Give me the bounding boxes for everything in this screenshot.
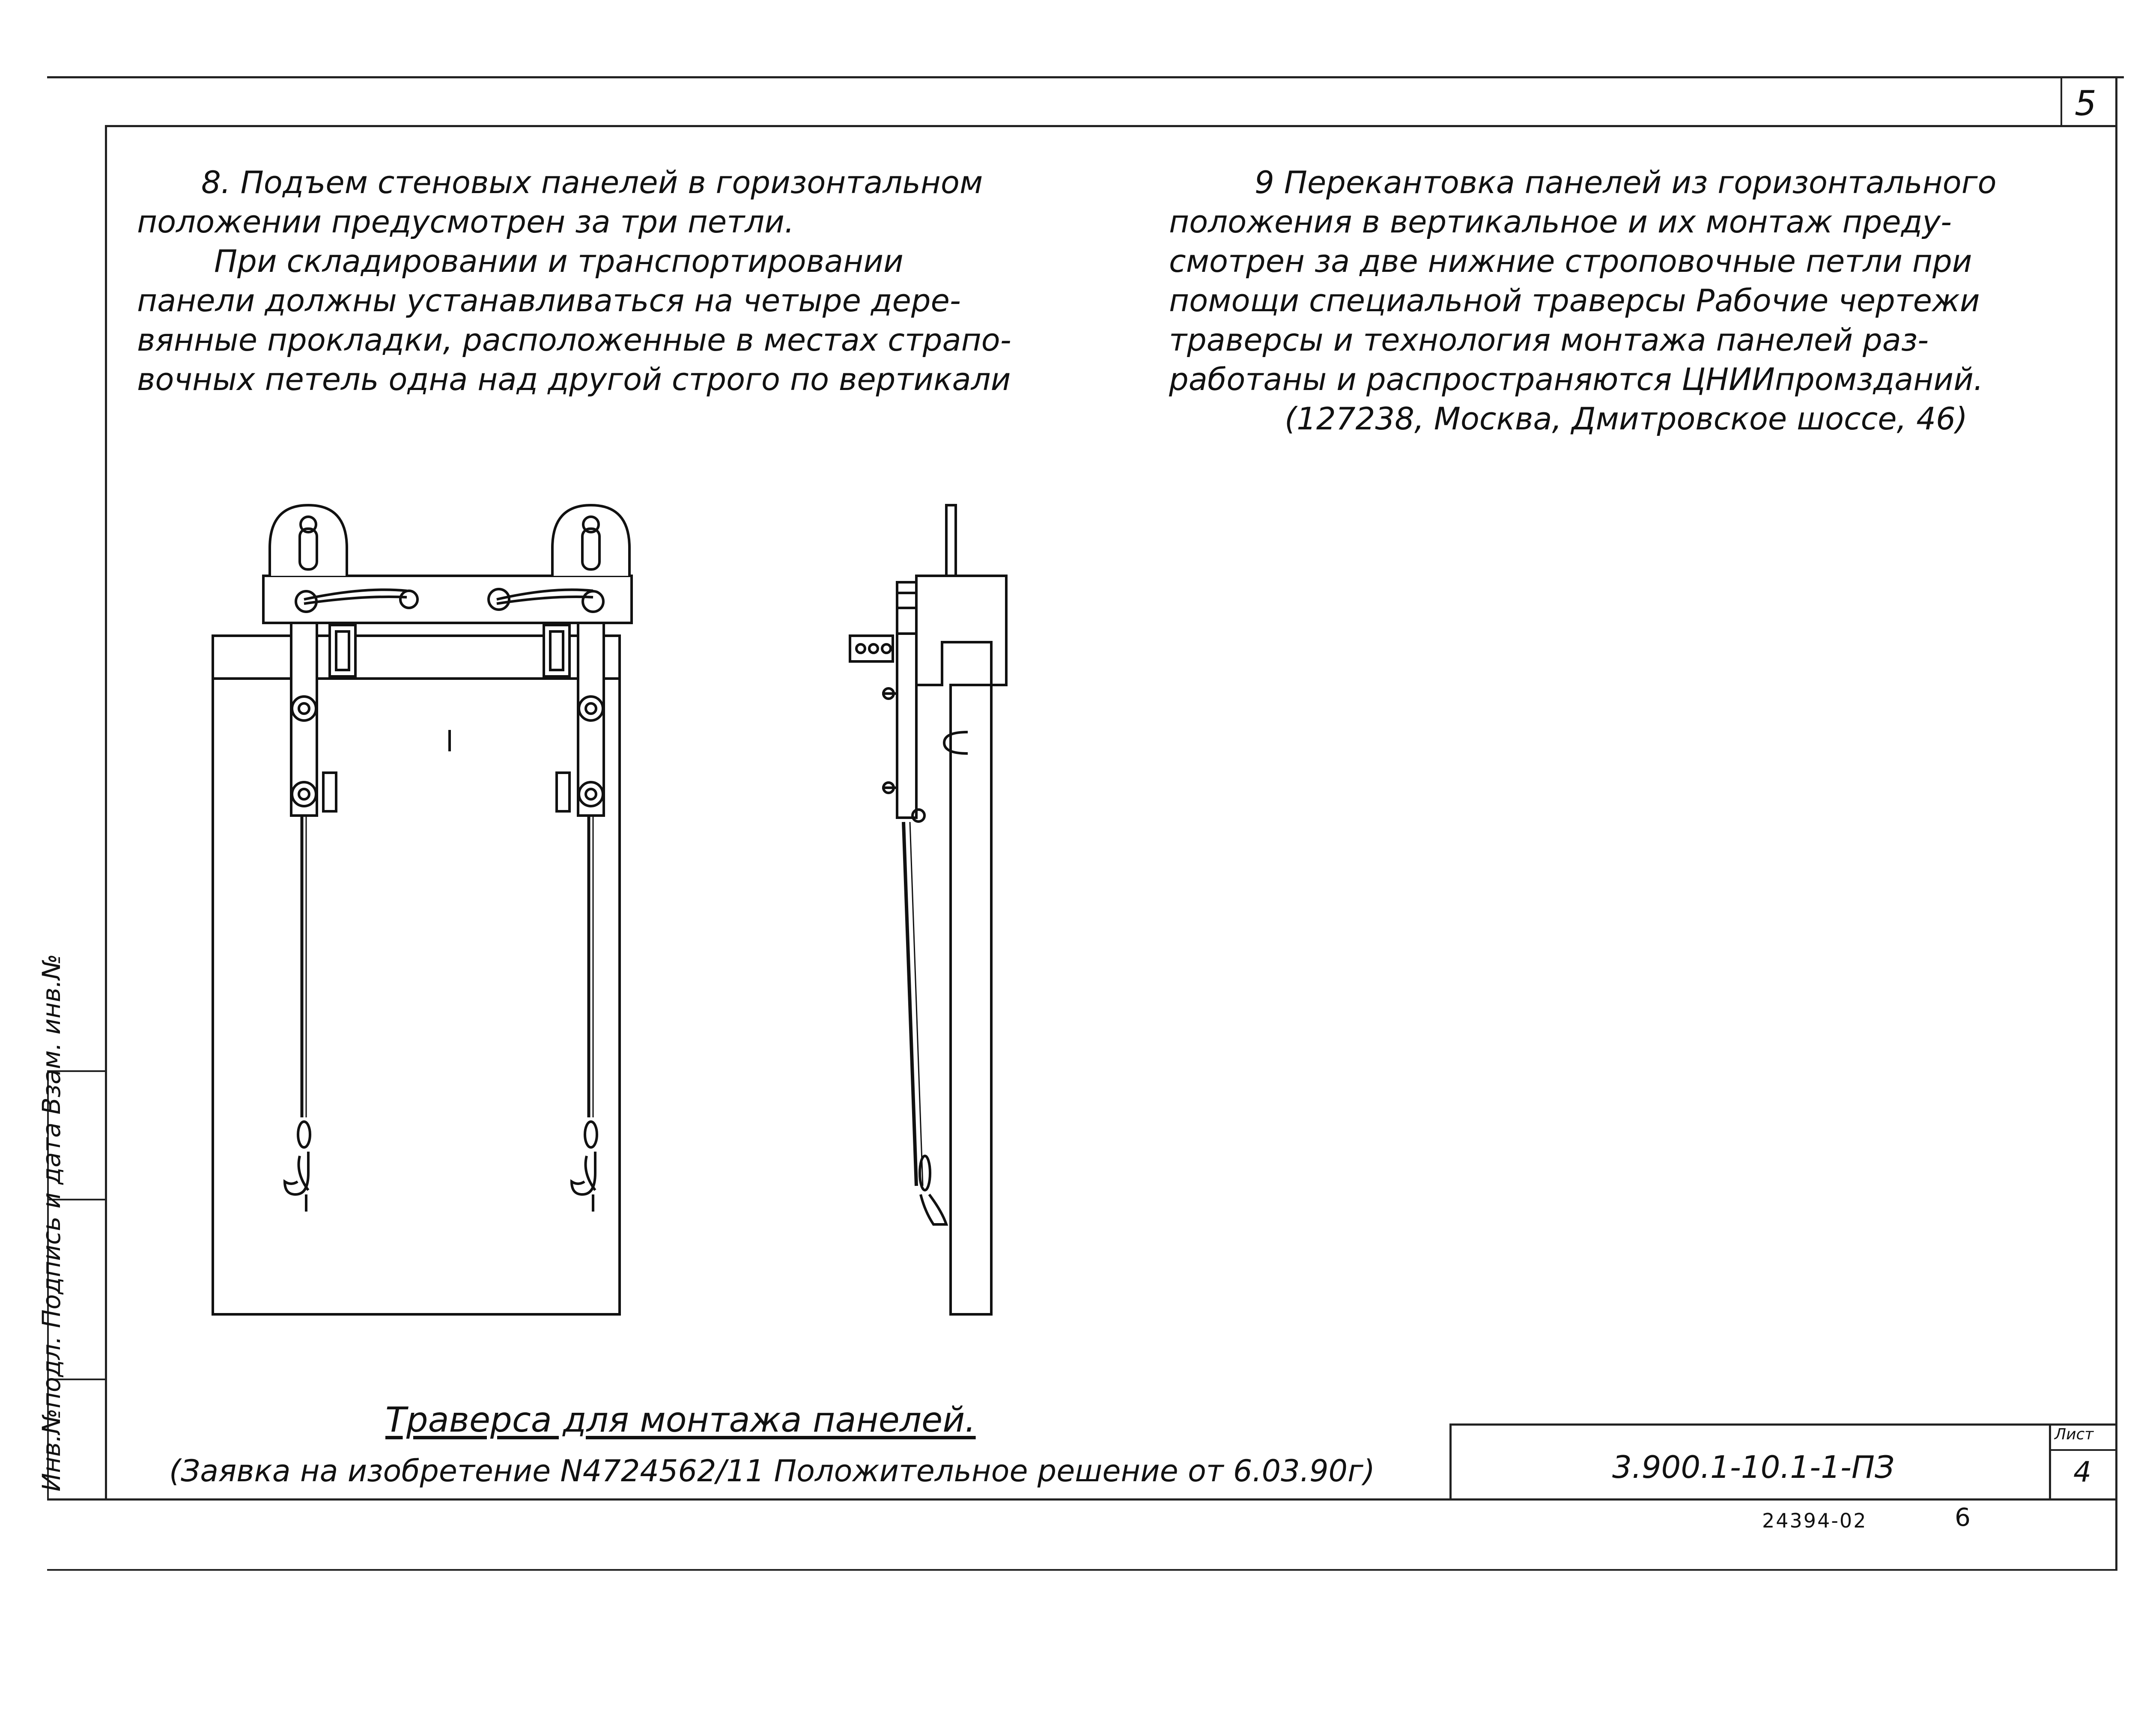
order-number: 24394-02 [1762, 1509, 1867, 1532]
section-8-line: При складировании и транспортировании [214, 243, 904, 279]
section-9-line: положения в вертикальное и их монтаж преду- [1169, 204, 1952, 240]
section-8-line: вочных петель одна над другой строго по вертикали [137, 361, 1011, 397]
stamp-sheet-hline [2049, 1449, 2117, 1451]
drawing-mark-i [444, 724, 453, 759]
traverse-beam [263, 576, 632, 623]
stamp-top [1449, 1423, 2117, 1426]
section-8-line: вянные прокладки, расположенные в местах страпо- [137, 322, 1011, 358]
section-9-line: помощи специальной траверсы Рабочие чертежи [1169, 283, 1980, 319]
section-9-line: (127238, Москва, Дмитровское шоссе, 46) [1285, 401, 1968, 437]
lifting-ear-left [270, 505, 347, 576]
stamp-sheet-label: Лист [2055, 1426, 2094, 1443]
caption-title: Траверса для монтажа панелей. [385, 1400, 976, 1440]
caption-subtitle: (Заявка на изобретение N4724562/11 Положительное решение от 6.03.90г) [169, 1453, 1375, 1489]
hook-left [285, 1122, 310, 1212]
page-number: 5 [2075, 83, 2096, 123]
margin-vertical-text: Инв.№подл. Подпись и дата Взам. инв.№ [37, 954, 66, 1492]
section-8-line: положении предусмотрен за три петли. [137, 204, 794, 240]
wall-panel-side [951, 685, 991, 1314]
lifting-ear-right [552, 505, 629, 576]
stamp-sheet-divider [2049, 1423, 2051, 1501]
stamp-code: 3.900.1-10.1-1-ПЗ [1612, 1449, 1895, 1485]
section-8-line: панели должны устанавливаться на четыре дере- [137, 283, 961, 319]
section-9-line: 9 Перекантовка панелей из горизонтального [1255, 164, 1997, 200]
hook-right [572, 1122, 597, 1212]
section-9-line: работаны и распространяются ЦНИИпромзданий. [1169, 361, 1983, 397]
stamp-left [1449, 1423, 1452, 1501]
side-beam [916, 576, 1006, 685]
stamp-sheet-number: 4 [2073, 1456, 2091, 1489]
section-8-line: 8. Подъем стеновых панелей в горизонтальном [201, 164, 983, 200]
section-9-line: траверсы и технология монтажа панелей раз- [1169, 322, 1929, 358]
footer-page: 6 [1955, 1503, 1971, 1532]
side-rod [946, 505, 956, 578]
section-9-line: смотрен за две нижние строповочные петли при [1169, 243, 1972, 279]
wall-panel-front [213, 636, 620, 1314]
